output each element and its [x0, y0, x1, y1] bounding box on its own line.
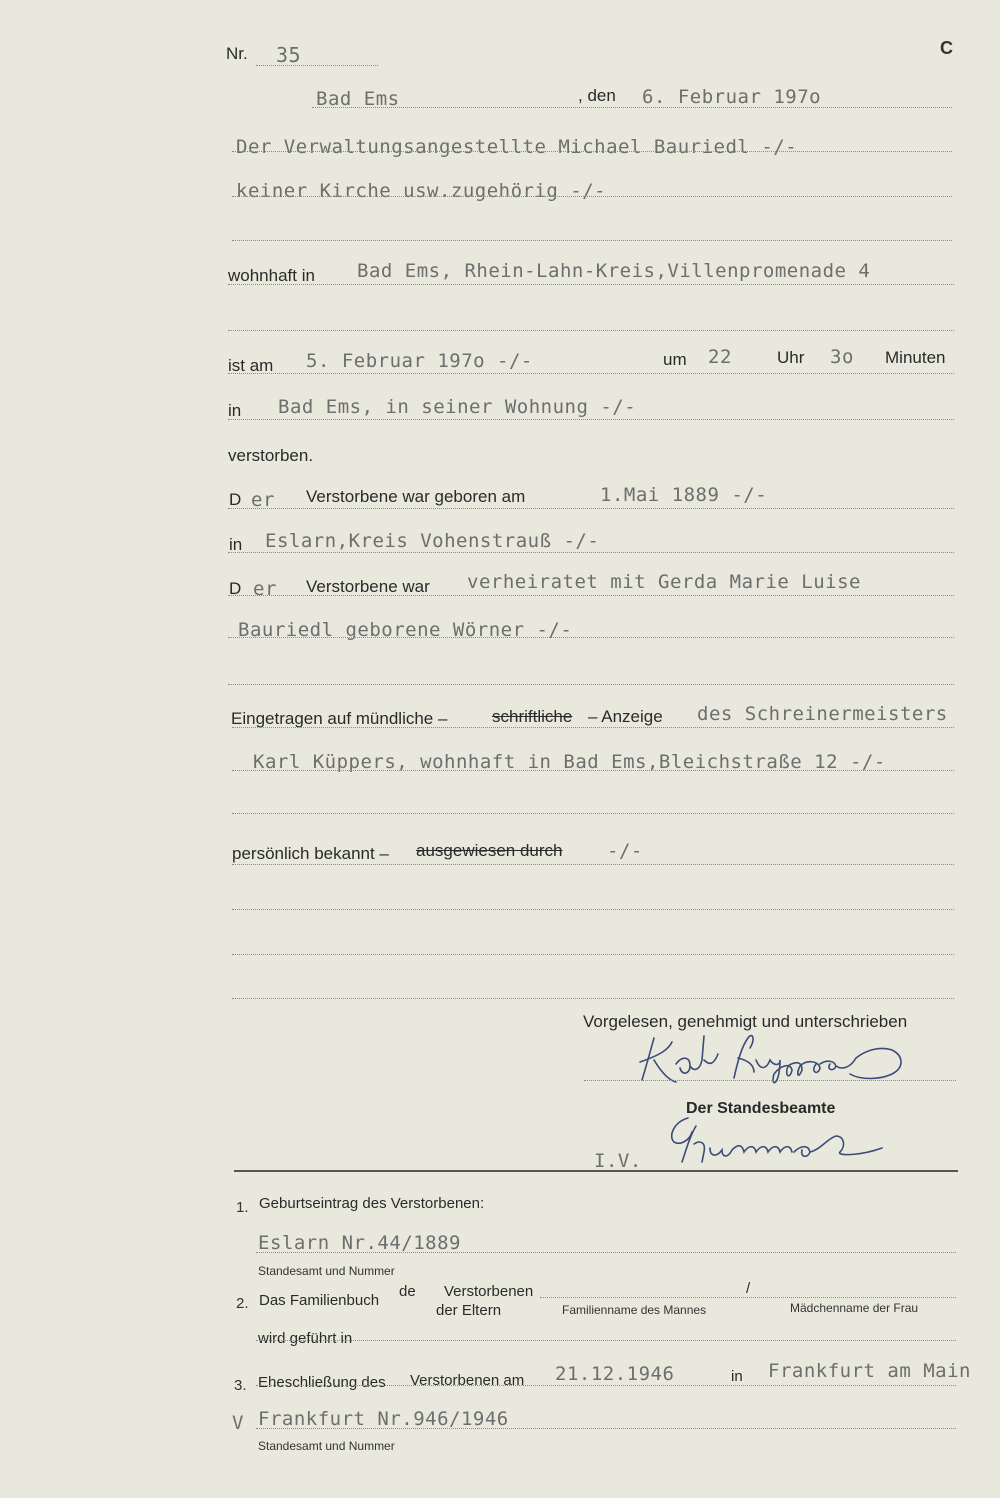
item3-rule-1 [256, 1385, 956, 1386]
date-value: 6. Februar 197o [642, 86, 822, 108]
death-minute-value: 3o [830, 346, 854, 368]
death-date-value: 5. Februar 197o -/- [306, 350, 533, 372]
item1-sublabel: Standesamt und Nummer [258, 1264, 395, 1278]
item2-sub-frau: Mädchenname der Frau [790, 1301, 919, 1315]
item3-in: in [731, 1368, 743, 1385]
death-rule-1 [228, 373, 954, 374]
item2-rule-1 [540, 1297, 956, 1298]
identification-rule-4 [232, 998, 954, 999]
registration-rule-3 [232, 813, 954, 814]
item2-slash: / [746, 1280, 751, 1297]
death-uhr-label: Uhr [777, 348, 805, 367]
birth-prefix-d: D [229, 490, 242, 509]
marriage-prefix-er: er [253, 578, 277, 600]
signature-rule-1 [584, 1080, 956, 1081]
item3-label-2: Verstorbenen am [410, 1372, 525, 1389]
item3-sublabel: Standesamt und Nummer [258, 1439, 395, 1453]
death-rule-2 [228, 419, 954, 420]
birth-prefix-er: er [251, 489, 275, 511]
item3-place: Frankfurt am Main [768, 1360, 971, 1382]
registration-label-end: – Anzeige [588, 707, 663, 726]
item2-number: 2. [236, 1295, 249, 1312]
registration-value-2: Karl Küppers, wohnhaft in Bad Ems,Bleichstraße 12 -/- [253, 751, 886, 773]
nr-value: 35 [276, 43, 302, 67]
item2-rule-2 [256, 1340, 956, 1341]
person-line-1: Der Verwaltungsangestellte Michael Bauriedl -/- [236, 136, 798, 158]
birth-rule-1 [228, 508, 954, 509]
residence-rule-2 [228, 330, 954, 331]
place-value: Bad Ems [316, 88, 400, 110]
item2-verstorbenen: Verstorbenen [444, 1283, 534, 1300]
informant-signature [630, 1030, 920, 1090]
verstorben-label: verstorben. [228, 446, 314, 465]
item2-wird: wird geführt in [258, 1330, 353, 1347]
marriage-prefix-d: D [229, 579, 242, 598]
identification-rule-2 [232, 909, 954, 910]
death-hour-value: 22 [708, 346, 732, 368]
birth-label: Verstorbene war geboren am [306, 487, 526, 506]
birth-place-value: Eslarn,Kreis Vohenstrauß -/- [265, 530, 600, 552]
item2-sub-mann: Familienname des Mannes [562, 1303, 707, 1317]
identification-rule-1 [232, 864, 954, 865]
item3-v: V [232, 1412, 244, 1434]
residence-label: wohnhaft in [228, 266, 315, 285]
nr-label: Nr. [226, 44, 248, 63]
item2-label: Das Familienbuch [259, 1292, 380, 1309]
iv-label: I.V. [594, 1150, 642, 1172]
registrar-label: Der Standesbeamte [686, 1100, 836, 1117]
marriage-rule-3 [228, 684, 954, 685]
item1-rule [256, 1252, 956, 1253]
item2-de: de [399, 1283, 416, 1300]
item3-rule-2 [256, 1428, 956, 1429]
item1-number: 1. [236, 1199, 249, 1216]
person-rule-2 [232, 196, 952, 197]
marriage-rule-1 [228, 595, 954, 596]
birth-place-label: in [229, 535, 243, 554]
identification-label: persönlich bekannt – [232, 844, 389, 863]
death-minuten-label: Minuten [885, 348, 946, 367]
identification-value: -/- [607, 840, 643, 862]
marriage-label: Verstorbene war [306, 577, 430, 596]
registration-rule-2 [232, 770, 954, 771]
corner-letter: C [940, 38, 953, 58]
residence-rule-1 [228, 284, 954, 285]
place-rule [312, 107, 952, 108]
marriage-value-1: verheiratet mit Gerda Marie Luise [467, 571, 861, 593]
registration-value-1: des Schreinermeisters [697, 703, 948, 725]
person-rule-1 [232, 151, 952, 152]
date-label: , den [578, 86, 616, 105]
marriage-rule-2 [228, 637, 954, 638]
marriage-value-2: Bauriedl geborene Wörner -/- [238, 619, 573, 641]
registration-rule-1 [232, 727, 954, 728]
identification-label-struck: ausgewiesen durch [416, 841, 563, 860]
item2-eltern: der Eltern [436, 1302, 502, 1319]
registrar-signature [660, 1112, 900, 1168]
death-um-label: um [663, 350, 687, 369]
residence-value: Bad Ems, Rhein-Lahn-Kreis,Villenpromenade 4 [357, 260, 871, 282]
read-approved-label: Vorgelesen, genehmigt und unterschrieben [583, 1012, 908, 1031]
person-line-2: keiner Kirche usw.zugehörig -/- [236, 180, 607, 202]
person-rule-3 [232, 240, 952, 241]
item3-date: 21.12.1946 [555, 1363, 675, 1385]
item3-number: 3. [234, 1377, 247, 1394]
death-place-label: in [228, 401, 242, 420]
birth-rule-2 [228, 552, 954, 553]
registration-label-struck: schriftliche [492, 707, 573, 726]
death-place-value: Bad Ems, in seiner Wohnung -/- [278, 396, 637, 418]
birth-date-value: 1.Mai 1889 -/- [600, 484, 768, 506]
identification-rule-3 [232, 954, 954, 955]
item1-value: Eslarn Nr.44/1889 [258, 1232, 461, 1254]
item3-label: Eheschließung des [258, 1374, 386, 1391]
death-date-label: ist am [228, 356, 274, 375]
nr-rule [256, 65, 378, 66]
registration-label-start: Eingetragen auf mündliche – [231, 709, 448, 728]
item1-label: Geburtseintrag des Verstorbenen: [259, 1195, 485, 1212]
item3-value: Frankfurt Nr.946/1946 [258, 1408, 509, 1430]
signature-block-separator [234, 1170, 958, 1172]
